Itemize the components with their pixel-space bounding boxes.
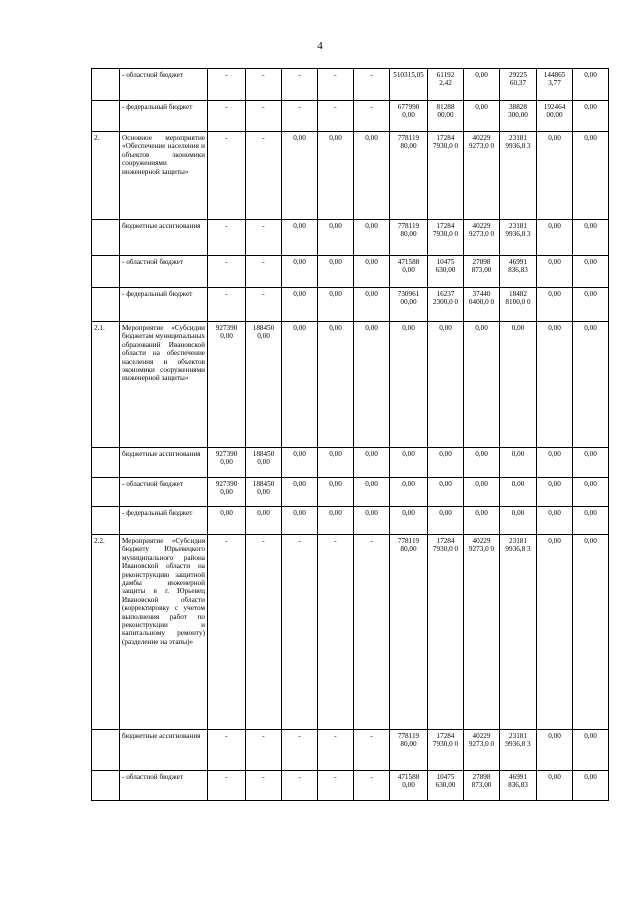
value-cell: 0,00: [318, 132, 354, 220]
value-cell: 27898 873,00: [464, 771, 500, 801]
value-cell: 0,00: [537, 730, 573, 771]
row-name-cell: - областной бюджет: [120, 478, 208, 507]
table-row: [92, 69, 609, 101]
value-cell: -: [208, 288, 246, 322]
value-cell: 510315,05: [390, 69, 428, 101]
value-cell: -: [208, 101, 246, 132]
value-cell: 778119 80,00: [390, 730, 428, 771]
value-cell: 0,00: [537, 256, 573, 288]
value-cell: 0,00: [573, 220, 609, 256]
row-name-cell: бюджетные ассигнования: [120, 730, 208, 771]
value-cell: 0,00: [390, 448, 428, 478]
value-cell: -: [246, 256, 282, 288]
row-number-cell: [92, 730, 120, 771]
value-cell: -: [318, 69, 354, 101]
value-cell: 81288 00,00: [428, 101, 464, 132]
value-cell: 37440 0400,0 0: [464, 288, 500, 322]
value-cell: -: [354, 730, 390, 771]
value-cell: 0,00: [390, 322, 428, 448]
value-cell: 0,00: [573, 288, 609, 322]
value-cell: 0,00: [573, 771, 609, 801]
table-row: [92, 730, 609, 771]
value-cell: 40229 9273,0 0: [464, 132, 500, 220]
value-cell: 0,00: [354, 322, 390, 448]
value-cell: -: [208, 132, 246, 220]
value-cell: -: [246, 771, 282, 801]
row-name-cell: - федеральный бюджет: [120, 101, 208, 132]
value-cell: 10475 630,00: [428, 256, 464, 288]
value-cell: 0,00: [537, 322, 573, 448]
value-cell: -: [246, 220, 282, 256]
row-name-cell: бюджетные ассигнования: [120, 448, 208, 478]
row-number-cell: [92, 448, 120, 478]
table-row: [92, 256, 609, 288]
value-cell: -: [318, 730, 354, 771]
table-row: [92, 220, 609, 256]
value-cell: -: [208, 256, 246, 288]
value-cell: 0,00: [464, 69, 500, 101]
table-row: [92, 507, 609, 535]
value-cell: 46991 836,83: [500, 771, 537, 801]
value-cell: 0,00: [208, 507, 246, 535]
value-cell: -: [246, 288, 282, 322]
value-cell: 0,00: [282, 132, 318, 220]
value-cell: -: [246, 101, 282, 132]
value-cell: -: [318, 771, 354, 801]
value-cell: 0,00: [500, 448, 537, 478]
value-cell: 188450 0,00: [246, 478, 282, 507]
table-row: [92, 132, 609, 220]
value-cell: 0,00: [537, 478, 573, 507]
value-cell: 0,00: [464, 478, 500, 507]
value-cell: -: [208, 220, 246, 256]
value-cell: 40229 9273,0 0: [464, 730, 500, 771]
value-cell: 0,00: [282, 448, 318, 478]
value-cell: 0,00: [428, 322, 464, 448]
row-number-cell: [92, 69, 120, 101]
value-cell: -: [246, 132, 282, 220]
value-cell: 0,00: [573, 478, 609, 507]
value-cell: 0,00: [464, 507, 500, 535]
value-cell: 0,00: [282, 507, 318, 535]
value-cell: 0,00: [500, 478, 537, 507]
value-cell: 0,00: [318, 322, 354, 448]
value-cell: 0,00: [537, 448, 573, 478]
value-cell: -: [208, 730, 246, 771]
value-cell: 0,00: [537, 132, 573, 220]
value-cell: 17284 7930,0 0: [428, 220, 464, 256]
value-cell: 0,00: [282, 256, 318, 288]
value-cell: 29225 60,37: [500, 69, 537, 101]
value-cell: 0,00: [537, 507, 573, 535]
value-cell: 0,00: [354, 448, 390, 478]
value-cell: -: [208, 69, 246, 101]
value-cell: 0,00: [464, 101, 500, 132]
value-cell: 0,00: [354, 288, 390, 322]
value-cell: 0,00: [390, 507, 428, 535]
row-name-cell: Мероприятие «Субсидии бюджетам муниципальных образований Ивановской области на обеспечение населения и объектов экономики сооружениями инженерной защиты»: [120, 322, 208, 448]
table-row: [92, 288, 609, 322]
value-cell: -: [246, 535, 282, 730]
value-cell: -: [208, 535, 246, 730]
value-cell: -: [282, 69, 318, 101]
value-cell: 0,00: [537, 220, 573, 256]
value-cell: 0,00: [537, 535, 573, 730]
row-number-cell: 2.: [92, 132, 120, 220]
value-cell: 0,00: [318, 220, 354, 256]
value-cell: 46991 836,83: [500, 256, 537, 288]
value-cell: 0,00: [464, 322, 500, 448]
value-cell: 0,00: [354, 132, 390, 220]
table-row: [92, 535, 609, 730]
value-cell: -: [318, 535, 354, 730]
value-cell: 0,00: [354, 478, 390, 507]
value-cell: 27898 873,00: [464, 256, 500, 288]
value-cell: 17284 7930,0 0: [428, 132, 464, 220]
value-cell: 40229 9273,0 0: [464, 535, 500, 730]
row-number-cell: 2.1.: [92, 322, 120, 448]
value-cell: 0,00: [318, 256, 354, 288]
row-name-cell: - областной бюджет: [120, 256, 208, 288]
value-cell: 0,00: [318, 448, 354, 478]
value-cell: 0,00: [573, 132, 609, 220]
value-cell: -: [246, 69, 282, 101]
value-cell: 677990 0,00: [390, 101, 428, 132]
table-body: [92, 69, 609, 801]
value-cell: 0,00: [573, 448, 609, 478]
value-cell: 0,00: [573, 322, 609, 448]
value-cell: 17284 7930,0 0: [428, 730, 464, 771]
row-number-cell: 2.2.: [92, 535, 120, 730]
value-cell: 0,00: [537, 771, 573, 801]
value-cell: 0,00: [428, 507, 464, 535]
value-cell: 23181 9936,8 3: [500, 132, 537, 220]
row-number-cell: [92, 256, 120, 288]
value-cell: 38828 300,00: [500, 101, 537, 132]
value-cell: 61192 2,42: [428, 69, 464, 101]
value-cell: 0,00: [282, 478, 318, 507]
row-name-cell: - областной бюджет: [120, 771, 208, 801]
value-cell: 0,00: [390, 478, 428, 507]
value-cell: -: [282, 730, 318, 771]
value-cell: 730961 00,00: [390, 288, 428, 322]
value-cell: 40229 9273,0 0: [464, 220, 500, 256]
value-cell: 18482 8100,0 0: [500, 288, 537, 322]
value-cell: -: [208, 771, 246, 801]
value-cell: 0,00: [246, 507, 282, 535]
value-cell: 927390 0,00: [208, 322, 246, 448]
table-row: [92, 101, 609, 132]
row-number-cell: [92, 478, 120, 507]
row-name-cell: - областной бюджет: [120, 69, 208, 101]
value-cell: -: [354, 101, 390, 132]
value-cell: 0,00: [500, 322, 537, 448]
budget-table: [91, 68, 609, 801]
row-number-cell: [92, 507, 120, 535]
row-number-cell: [92, 101, 120, 132]
value-cell: 23181 9936,8 3: [500, 535, 537, 730]
value-cell: 10475 630,00: [428, 771, 464, 801]
value-cell: -: [246, 730, 282, 771]
value-cell: 0,00: [282, 220, 318, 256]
value-cell: 0,00: [318, 507, 354, 535]
value-cell: -: [282, 771, 318, 801]
value-cell: 23181 9936,8 3: [500, 220, 537, 256]
table-row: [92, 448, 609, 478]
table-row: [92, 478, 609, 507]
value-cell: 0,00: [354, 507, 390, 535]
value-cell: 0,00: [573, 69, 609, 101]
value-cell: -: [354, 69, 390, 101]
value-cell: 0,00: [354, 256, 390, 288]
value-cell: 927390 0,00: [208, 478, 246, 507]
value-cell: 778119 80,00: [390, 535, 428, 730]
value-cell: 23181 9936,8 3: [500, 730, 537, 771]
value-cell: 0,00: [537, 288, 573, 322]
value-cell: 0,00: [573, 101, 609, 132]
value-cell: 0,00: [428, 478, 464, 507]
value-cell: 471588 0,00: [390, 771, 428, 801]
value-cell: -: [282, 535, 318, 730]
row-name-cell: Мероприятие «Субсидия бюджету Юрьевецкого муниципального района Ивановской области на реконструкцию защитной дамбы инженерной защиты в г. Юрьевец Ивановской области (корректировку с учетом выполнения работ по реконструкции и капитальному ремонту) (разделение на этапы)»: [120, 535, 208, 730]
value-cell: 778119 80,00: [390, 132, 428, 220]
value-cell: -: [354, 771, 390, 801]
value-cell: 0,00: [500, 507, 537, 535]
value-cell: 0,00: [573, 730, 609, 771]
row-name-cell: бюджетные ассигнования: [120, 220, 208, 256]
row-number-cell: [92, 220, 120, 256]
value-cell: 17284 7930,0 0: [428, 535, 464, 730]
value-cell: 188450 0,00: [246, 448, 282, 478]
value-cell: -: [282, 101, 318, 132]
table-row: [92, 771, 609, 801]
value-cell: 471588 0,00: [390, 256, 428, 288]
value-cell: 0,00: [573, 507, 609, 535]
value-cell: 0,00: [282, 288, 318, 322]
value-cell: 927390 0,00: [208, 448, 246, 478]
value-cell: -: [318, 101, 354, 132]
value-cell: 192464 00,00: [537, 101, 573, 132]
value-cell: 0,00: [318, 288, 354, 322]
table-row: [92, 322, 609, 448]
row-name-cell: - федеральный бюджет: [120, 288, 208, 322]
page-number: 4: [317, 40, 323, 52]
value-cell: 778119 80,00: [390, 220, 428, 256]
value-cell: 0,00: [464, 448, 500, 478]
row-name-cell: Основное мероприятие «Обеспечение населения и объектов экономики сооружениями инженерной защиты»: [120, 132, 208, 220]
value-cell: -: [354, 535, 390, 730]
value-cell: 0,00: [282, 322, 318, 448]
value-cell: 144865 3,77: [537, 69, 573, 101]
value-cell: 0,00: [428, 448, 464, 478]
value-cell: 188450 0,00: [246, 322, 282, 448]
row-number-cell: [92, 771, 120, 801]
value-cell: 0,00: [354, 220, 390, 256]
row-name-cell: - федеральный бюджет: [120, 507, 208, 535]
row-number-cell: [92, 288, 120, 322]
value-cell: 0,00: [573, 256, 609, 288]
value-cell: 0,00: [318, 478, 354, 507]
value-cell: 16237 2300,0 0: [428, 288, 464, 322]
value-cell: 0,00: [573, 535, 609, 730]
